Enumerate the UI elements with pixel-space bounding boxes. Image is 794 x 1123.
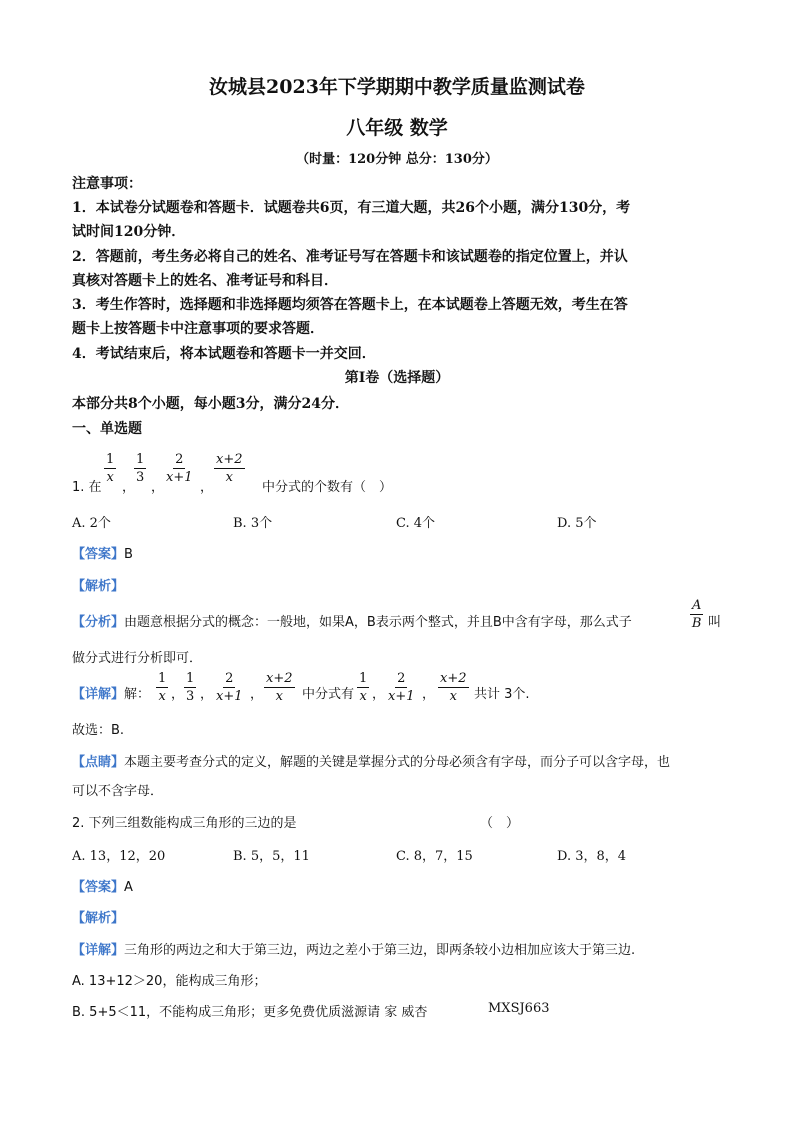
fraction-denominator: x — [106, 470, 114, 485]
option-c[interactable]: C. 8，7，15 — [396, 849, 473, 864]
option-b[interactable]: B. 3个 — [233, 516, 273, 531]
fraction-numerator: 1 — [158, 671, 167, 686]
fraction — [357, 672, 369, 703]
fraction-denominator: x — [359, 689, 367, 704]
answer-value: B — [124, 547, 133, 562]
notice-heading: 注意事项： — [72, 176, 142, 192]
fraction-denominator: B — [691, 616, 702, 631]
fraction-denominator: x+1 — [216, 689, 243, 704]
exam-title: 汝城县2023年下学期期中教学质量监测试卷 — [209, 76, 585, 98]
fraction-numerator: A — [692, 598, 702, 613]
choose-line: 故选：B. — [72, 723, 125, 738]
detail-pre: 解： — [124, 687, 151, 702]
comment-line — [72, 751, 670, 770]
fenxi-label: 【分析】 — [72, 615, 125, 630]
section-part: 一、单选题 — [72, 421, 142, 437]
notice-line: 1．本试卷分试题卷和答题卡．试题卷共6页，有三道大题，共26个小题，满分130分，考 — [72, 200, 631, 216]
notice-line: 4．考试结束后，将本试题卷和答题卡一并交回． — [72, 346, 376, 362]
detail-end: 共计 3个. — [474, 687, 530, 702]
option-c[interactable]: C. 4个 — [396, 516, 436, 531]
fraction-numerator: x+2 — [440, 671, 467, 686]
fraction — [156, 672, 168, 703]
grade-subject: 八年级 数学 — [346, 117, 448, 139]
comment-text: 本题主要考查分式的定义，解题的关键是掌握分式的分母必须含有字母，而分子可以含字母，也 — [124, 755, 671, 770]
comma: ， — [122, 480, 136, 495]
notice-line: 试时间120分钟． — [72, 224, 186, 240]
fraction — [214, 453, 245, 484]
fraction-numerator: 1 — [359, 671, 368, 686]
fraction-denominator: 3 — [136, 470, 145, 485]
comma: ， — [200, 687, 214, 702]
notice-line: 3．考生作答时，选择题和非选择题均须答在答题卡上，在本试题卷上答题无效，考生在答 — [72, 297, 628, 313]
comma: ， — [422, 687, 436, 702]
fraction-denominator: 3 — [186, 689, 195, 704]
line-a: A. 13+12＞20，能构成三角形； — [72, 974, 267, 989]
fraction — [184, 672, 196, 703]
q2-paren: （ ） — [480, 816, 520, 831]
q1-prefix: 1. 在 — [72, 480, 102, 495]
fenxi-text: 由题意根据分式的概念：一般地，如果A，B表示两个整式，并且B中含有字母，那么式子 — [124, 615, 632, 630]
answer-label: 【答案】 — [72, 547, 125, 562]
fraction — [166, 453, 193, 484]
fraction-numerator: x+2 — [216, 452, 243, 467]
option-a[interactable]: A. 13，12，20 — [72, 849, 166, 864]
fenxi-tail: 叫 — [708, 615, 722, 630]
detail-line — [72, 939, 635, 958]
comma: ， — [200, 480, 214, 495]
fraction — [388, 672, 415, 703]
q1-suffix: 中分式的个数有（ ） — [262, 480, 393, 495]
fraction-denominator: x+1 — [388, 689, 415, 704]
comma: ， — [171, 687, 185, 702]
fraction-numerator: x+2 — [266, 671, 293, 686]
fenxi-line — [72, 611, 632, 630]
comma: ， — [151, 480, 165, 495]
fraction-denominator: x — [158, 689, 166, 704]
fraction-numerator: 2 — [397, 671, 406, 686]
fraction-numerator: 2 — [225, 671, 234, 686]
comma: ， — [250, 687, 264, 702]
exam-duration: （时量：120分钟 总分：130分） — [296, 152, 498, 167]
answer-label: 【答案】 — [72, 880, 125, 895]
fraction-denominator: x+1 — [166, 470, 193, 485]
answer-line — [72, 876, 133, 895]
fraction — [216, 672, 243, 703]
fraction — [264, 672, 295, 703]
fraction-denominator: x — [449, 689, 457, 704]
fraction — [134, 453, 146, 484]
option-d[interactable]: D. 3，8，4 — [557, 849, 627, 864]
answer-line — [72, 543, 133, 562]
option-d[interactable]: D. 5个 — [557, 516, 597, 531]
option-a[interactable]: A. 2个 — [72, 516, 111, 531]
detail-line — [72, 683, 150, 702]
fraction-denominator: x — [275, 689, 283, 704]
detail-label: 【详解】 — [72, 687, 125, 702]
comment-label: 【点睛】 — [72, 755, 125, 770]
section-title: 第Ⅰ卷（选择题） — [344, 370, 450, 386]
section-desc: 本部分共8个小题，每小题3分，满分24分． — [72, 396, 349, 412]
fraction-numerator: 1 — [136, 452, 145, 467]
analysis-label: 【解析】 — [72, 579, 125, 594]
notice-line: 2．答题前，考生务必将自己的姓名、准考证号写在答题卡和该试题卷的指定位置上，并认 — [72, 249, 628, 265]
fraction-numerator: 2 — [175, 452, 184, 467]
answer-value: A — [124, 880, 133, 895]
notice-line: 真核对答题卡上的姓名、准考证号和科目． — [72, 273, 338, 289]
detail-label: 【详解】 — [72, 943, 125, 958]
comment-line2: 可以不含字母． — [72, 784, 164, 799]
fenxi-line2: 做分式进行分析即可． — [72, 651, 203, 666]
option-b[interactable]: B. 5，5，11 — [233, 849, 310, 864]
detail-text: 三角形的两边之和大于第三边，两边之差小于第三边，即两条较小边相加应该大于第三边. — [124, 943, 636, 958]
fraction-numerator: 1 — [186, 671, 195, 686]
fraction-denominator: x — [225, 470, 233, 485]
comma: ， — [372, 687, 386, 702]
detail-mid: 中分式有 — [302, 687, 355, 702]
fraction-numerator: 1 — [106, 452, 115, 467]
analysis-label: 【解析】 — [72, 911, 125, 926]
notice-line: 题卡上按答题卡中注意事项的要求答题． — [72, 321, 324, 337]
line-b: B. 5+5＜11，不能构成三角形；更多免费优质滋源请 家 威杏 — [72, 1005, 428, 1020]
fraction — [104, 453, 116, 484]
watermark-code: MXSJ663 — [488, 1001, 550, 1016]
q2-stem: 2. 下列三组数能构成三角形的三边的是 — [72, 816, 297, 831]
fraction — [438, 672, 469, 703]
fraction — [690, 599, 703, 630]
